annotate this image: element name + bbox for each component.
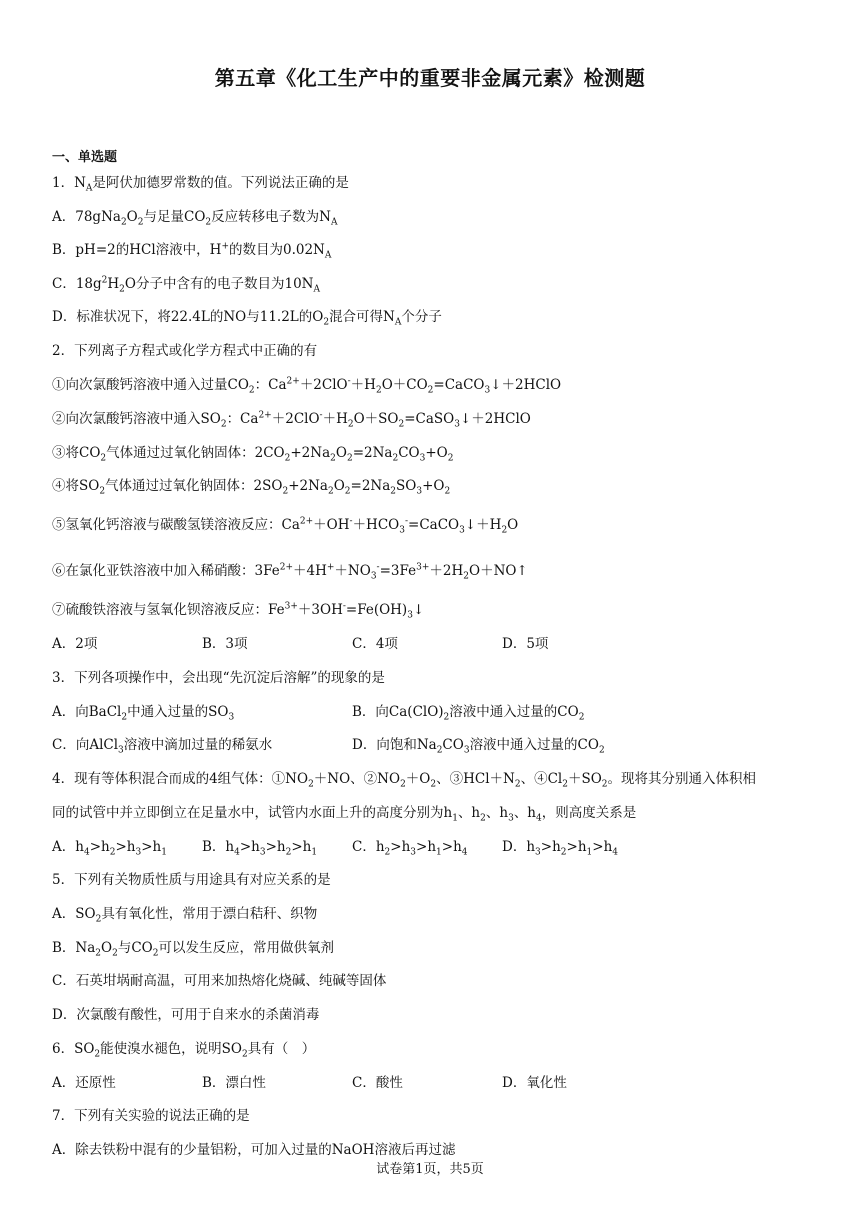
q2-item-6: ⑥在氯化亚铁溶液中加入稀硝酸：$3Fe^{2+}+4H^++NO_3^-=3Fe^{3+}+2H_2O+NO↑$ [52, 562, 528, 582]
q3-option-c: C．向AlCl$_3$溶液中滴加过量的稀氨水 [52, 737, 273, 756]
q4-option-d: D．$h_3>h_2>h_1>h_4$ [502, 839, 619, 858]
q2-option-c: C．4项 [352, 636, 398, 652]
q3-option-b: B．向$Ca(ClO)_2$溶液中通入过量的$CO_2$ [352, 704, 585, 723]
q6-option-b: B．漂白性 [202, 1075, 266, 1091]
q5-option-a: A．$SO_2$具有氧化性，常用于漂白秸秆、织物 [52, 906, 318, 925]
q2-item-4: ④将$SO_2$气体通过过氧化钠固体：$2SO_2+2Na_2O_2=2Na_2SO_3+O_2$ [52, 478, 451, 497]
page-title: 第五章《化工生产中的重要非金属元素》检测题 [214, 66, 646, 90]
q6-option-a: A．还原性 [52, 1075, 116, 1091]
q4-stem-line1: 4．现有等体积混合而成的4组气体：$①NO_2+NO$、$②NO_2+O_2$、$③HCl+N_2$、$④Cl_2+SO_2$。现将其分别通入体积相 [52, 771, 757, 790]
page-footer: 试卷第1页，共5页 [376, 1162, 484, 1177]
q2-item-3: ③将$CO_2$气体通过过氧化钠固体：$2CO_2+2Na_2O_2=2Na_2CO_3+O_2$ [52, 445, 454, 464]
q4-option-a: A．$h_4>h_2>h_3>h_1$ [52, 839, 167, 858]
q1-option-d: D．标准状况下，将22.4L的NO与11.2L的$O_2$混合可得$N_A$个分子 [52, 309, 442, 328]
q5-option-b: B．$Na_2O_2$与$CO_2$可以发生反应，常用做供氧剂 [52, 940, 334, 959]
q1-option-c: C．$18g^2H_2O$分子中含有的电子数目为$10N_A$ [52, 275, 320, 295]
q2-stem: 2．下列离子方程式或化学方程式中正确的有 [52, 343, 318, 359]
q7-option-a: A．除去铁粉中混有的少量铝粉，可加入过量的NaOH溶液后再过滤 [52, 1142, 456, 1158]
q4-option-c: C．$h_2>h_3>h_1>h_4$ [352, 839, 468, 858]
q5-stem: 5．下列有关物质性质与用途具有对应关系的是 [52, 872, 331, 888]
q7-stem: 7．下列有关实验的说法正确的是 [52, 1108, 250, 1124]
q1-stem: 1．$N_A$是阿伏加德罗常数的值。下列说法正确的是 [52, 175, 349, 194]
q6-stem: 6．$SO_2$能使溴水褪色，说明$SO_2$具有（ ） [52, 1041, 316, 1060]
q1-option-a: A．$78gNa_2O_2$与足量$CO_2$反应转移电子数为$N_A$ [52, 209, 338, 228]
q2-item-2: ②向次氯酸钙溶液中通入$SO_2$：$Ca^{2+}+2ClO^-+H_2O+SO_2=CaSO_3↓+2HClO$ [52, 410, 531, 430]
q2-option-a: A．2项 [52, 636, 98, 652]
q6-option-d: D．氧化性 [502, 1075, 567, 1091]
q2-item-7: ⑦硫酸铁溶液与氢氧化钡溶液反应：$Fe^{3+}+3OH^-=Fe(OH)_3↓$ [52, 601, 425, 621]
q3-option-a: A．向BaCl$_2$中通入过量的$SO_3$ [52, 704, 235, 723]
q2-item-1: ①向次氯酸钙溶液中通入过量$CO_2$：$Ca^{2+}+2ClO^-+H_2O+CO_2=CaCO_3↓+2HClO$ [52, 376, 562, 396]
q5-option-d: D．次氯酸有酸性，可用于自来水的杀菌消毒 [52, 1007, 320, 1023]
q1-option-b: B．pH=2的HCl溶液中，H+的数目为$0.02N_A$ [52, 241, 332, 261]
q2-option-d: D．5项 [502, 636, 549, 652]
q3-option-d: D．向饱和$Na_2CO_3$溶液中通入过量的$CO_2$ [352, 737, 605, 756]
q4-stem-line2: 同的试管中并立即倒立在足量水中，试管内水面上升的高度分别为$h_1$、$h_2$、$h_3$、$h_4$，则高度关系是 [52, 805, 637, 824]
q6-option-c: C．酸性 [352, 1075, 403, 1091]
q4-option-b: B．$h_4>h_3>h_2>h_1$ [202, 839, 318, 858]
q3-stem: 3．下列各项操作中，会出现“先沉淀后溶解”的现象的是 [52, 670, 385, 686]
q5-option-c: C．石英坩埚耐高温，可用来加热熔化烧碱、纯碱等固体 [52, 973, 387, 989]
q2-item-5: ⑤氢氧化钙溶液与碳酸氢镁溶液反应：$Ca^{2+}+OH^-+HCO_3^-=CaCO_3↓+H_2O$ [52, 516, 519, 536]
q2-option-b: B．3项 [202, 636, 248, 652]
section-heading: 一、单选题 [52, 150, 118, 165]
